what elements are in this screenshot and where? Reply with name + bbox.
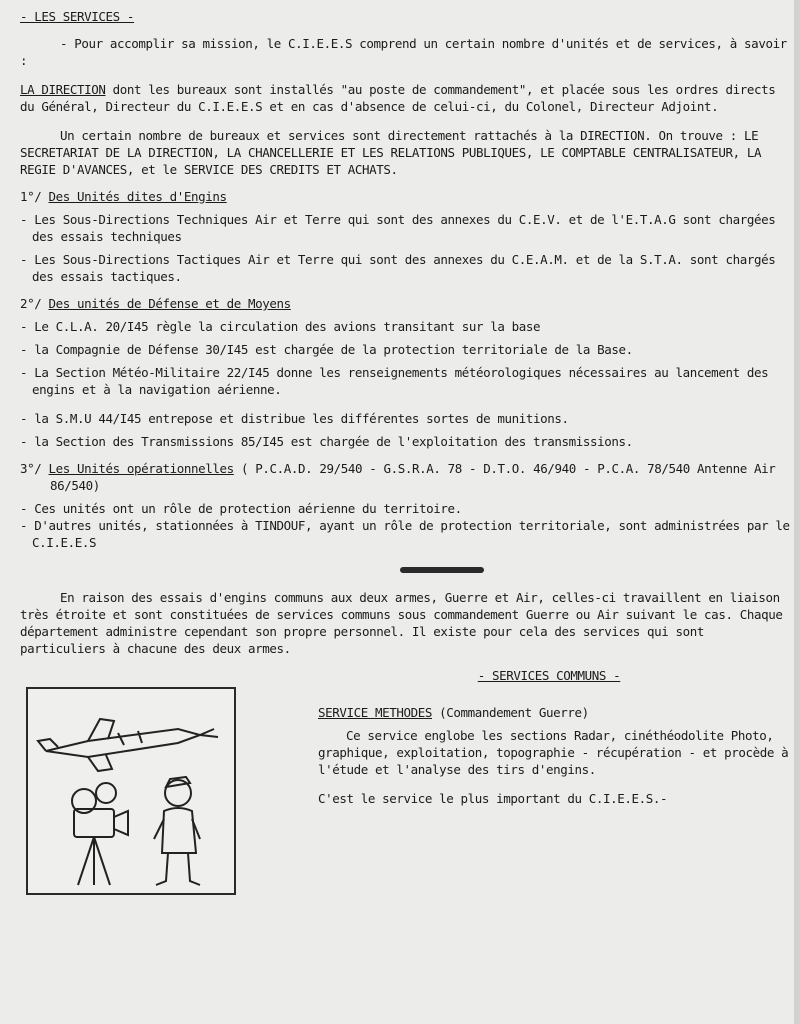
service-methodes-title: SERVICE METHODES xyxy=(318,705,433,720)
rocket-and-cameraman-icon xyxy=(28,689,234,893)
service-methodes-note: C'est le service le plus important du C.I.E.E.S.- xyxy=(318,791,668,806)
section2-item: - la S.M.U 44/I45 entrepose et distribue les différentes sortes de munitions. xyxy=(20,411,569,426)
service-methodes-command: (Commandement Guerre) xyxy=(439,705,589,720)
section2-item: - La Section Météo-Militaire 22/I45 donne les renseignements météorologiques nécessaires au lancement des engins et à la navigation aérienne. xyxy=(20,365,769,397)
section3-number: 3°/ xyxy=(20,461,42,476)
services-communs-column xyxy=(304,667,794,807)
section2-title: Des unités de Défense et de Moyens xyxy=(48,296,291,311)
services-communs-heading xyxy=(304,667,794,684)
direction-label: LA DIRECTION xyxy=(20,82,106,97)
section2-heading xyxy=(20,295,792,312)
section2-number: 2°/ xyxy=(20,296,42,311)
heading-text: - LES SERVICES - xyxy=(20,9,135,24)
section1-title: Des Unités dites d'Engins xyxy=(48,189,227,204)
section2-item: - Le C.L.A. 20/I45 règle la circulation des avions transitant sur la base xyxy=(20,319,541,334)
direction-text: dont les bureaux sont installés "au poste de commandement", et placée sous les ordres directs du Général, Directeur du C.I.E.E.S et en cas d'absence de celui-ci, du Colonel, Directeur Adjoint. xyxy=(20,82,776,114)
section3-detail: ( P.C.A.D. 29/540 - G.S.R.A. 78 - D.T.O. 46/940 - P.C.A. 78/540 Antenne Air 86/540) xyxy=(50,461,776,493)
cartoon-illustration xyxy=(26,687,236,895)
section2-item: - la Compagnie de Défense 30/I45 est chargée de la protection territoriale de la Base. xyxy=(20,342,633,357)
service-methodes-heading xyxy=(318,704,794,721)
divider-ornament xyxy=(400,567,484,573)
section1-heading xyxy=(20,188,792,205)
service-methodes-text: Ce service englobe les sections Radar, cinéthéodolite Photo, graphique, exploitation, topographie - récupération - et procède à l'étude et l'analyse des tirs d'engins. xyxy=(318,728,789,777)
section1-item: - Les Sous-Directions Techniques Air et Terre qui sont des annexes du C.E.V. et de l'E.T.A.G sont chargées des essais techniques xyxy=(20,212,776,244)
section3-item: - Ces unités ont un rôle de protection aérienne du territoire. xyxy=(20,501,462,516)
direction-services-paragraph: Un certain nombre de bureaux et services sont directement rattachés à la DIRECTION. On trouve : LE SECRETARIAT DE LA DIRECTION, LA CHANCELLERIE ET LES RELATIONS PUBLIQUES, LE COMPTABLE CENTRALISATEUR, LA REGIE D'AVANCES, et le SERVICE DES CREDITS ET ACHATS. xyxy=(20,128,762,177)
section1-number: 1°/ xyxy=(20,189,42,204)
section1-item: - Les Sous-Directions Tactiques Air et Terre qui sont des annexes du C.E.A.M. et de la S.T.A. sont chargés des essais tactiques. xyxy=(20,252,776,284)
services-communs-heading-text: - SERVICES COMMUNS - xyxy=(477,668,621,683)
page-edge-shadow xyxy=(794,0,800,1024)
page-heading xyxy=(20,8,792,25)
intro-paragraph: - Pour accomplir sa mission, le C.I.E.E.S comprend un certain nombre d'unités et de services, à savoir : xyxy=(20,36,787,68)
section3-heading xyxy=(20,460,792,494)
section3-item: - D'autres unités, stationnées à TINDOUF, ayant un rôle de protection territoriale, sont administrées par le C.I.E.E.S xyxy=(20,518,790,550)
section2-item: - la Section des Transmissions 85/I45 est chargée de l'exploitation des transmissions. xyxy=(20,434,633,449)
section3-title: Les Unités opérationnelles xyxy=(48,461,234,476)
bottom-section xyxy=(20,667,792,907)
direction-paragraph xyxy=(20,81,792,115)
conclusion-paragraph: En raison des essais d'engins communs aux deux armes, Guerre et Air, celles-ci travaillent en liaison très étroite et sont constituées de services communs sous commandement Guerre ou Air suivant le cas. Chaque département administre cependant son propre personnel. Il existe pour cela des services qui sont particuliers à chacune des deux armes. xyxy=(20,590,783,656)
